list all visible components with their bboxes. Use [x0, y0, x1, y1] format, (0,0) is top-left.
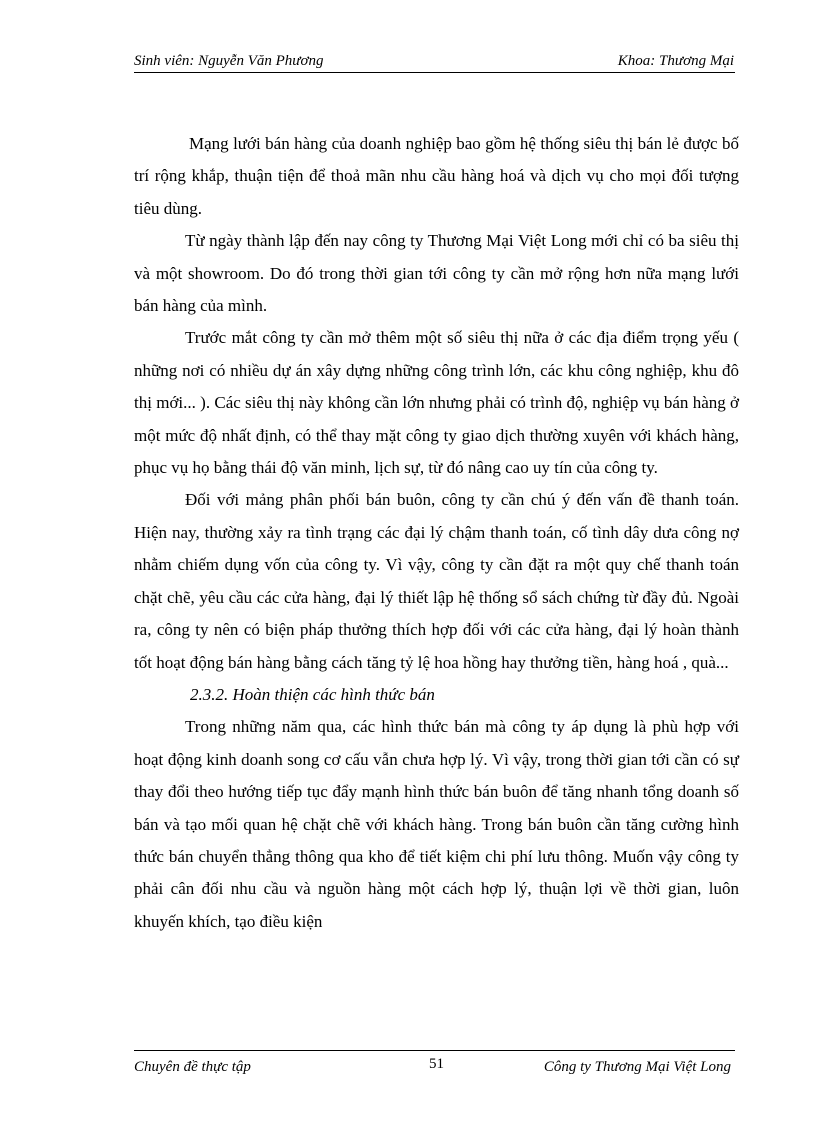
footer-divider	[134, 1050, 735, 1051]
footer-report-type: Chuyên đề thực tập	[134, 1058, 251, 1075]
footer-company: Công ty Thương Mại Việt Long	[543, 1058, 731, 1075]
page-number: 51	[429, 1056, 444, 1072]
header-faculty: Khoa: Thương Mại	[617, 53, 734, 69]
paragraph: Đối với mảng phân phối bán buôn, công ty cần chú ý đến vấn đề thanh toán. Hiện nay, thường xảy ra tình trạng các đại lý chậm thanh toán, cố tình dây dưa công nợ nhằm chiếm dụng vốn của công ty. Vì vậy, công ty cần đặt ra một quy chế thanh toán chặt chẽ, yêu cầu các cửa hàng, đại lý thiết lập hệ thống sổ sách chứng từ đầy đủ. Ngoài ra, công ty nên có biện pháp thưởng thích hợp đối với các cửa hàng, đại lý hoàn thành tốt hoạt động bán hàng bằng cách tăng tỷ lệ hoa hồng hay thưởng tiền, hàng hoá , quà...	[134, 490, 739, 672]
paragraph: Trước mắt công ty cần mở thêm một số siêu thị nữa ở các địa điểm trọng yếu ( những nơi có nhiều dự án xây dựng những công trình lớn, các khu công nghiệp, khu đô thị mới... ). Các siêu thị này không cần lớn nhưng phải có trình độ, nghiệp vụ bán hàng ở một mức độ nhất định, có thể thay mặt công ty giao dịch thường xuyên với khách hàng, phục vụ họ bằng thái độ văn minh, lịch sự, từ đó nâng cao uy tín của công ty.	[134, 328, 739, 478]
page-header	[134, 48, 734, 70]
page-footer	[134, 1056, 731, 1078]
paragraph: Trong những năm qua, các hình thức bán mà công ty áp dụng là phù hợp với hoạt động kinh doanh song cơ cấu vẫn chưa hợp lý. Vì vậy, trong thời gian tới cần có sự thay đổi theo hướng tiếp tục đẩy mạnh hình thức bán buôn để tăng nhanh tổng doanh số bán và tạo mối quan hệ chặt chẽ với khách hàng. Trong bán buôn cần tăng cường hình thức bán chuyển thẳng thông qua kho để tiết kiệm chi phí lưu thông. Muốn vậy công ty phải cân đối nhu cầu và nguồn hàng một cách hợp lý, thuận lợi về thời gian, luôn khuyến khích, tạo điều kiện	[134, 717, 739, 931]
paragraph: Từ ngày thành lập đến nay công ty Thương Mại Việt Long mới chỉ có ba siêu thị và một showroom. Do đó trong thời gian tới công ty cần mở rộng hơn nữa mạng lưới bán hàng của mình.	[134, 231, 739, 316]
section-heading: 2.3.2. Hoàn thiện các hình thức bán	[190, 684, 435, 704]
header-divider	[134, 72, 735, 73]
paragraph: Mạng lưới bán hàng của doanh nghiệp bao gồm hệ thống siêu thị bán lẻ được bố trí rộng khắp, thuận tiện để thoả mãn nhu cầu hàng hoá và dịch vụ cho mọi đối tượng tiêu dùng.	[134, 134, 739, 218]
document-body	[134, 128, 739, 938]
header-student: Sinh viên: Nguyễn Văn Phương	[134, 53, 324, 69]
